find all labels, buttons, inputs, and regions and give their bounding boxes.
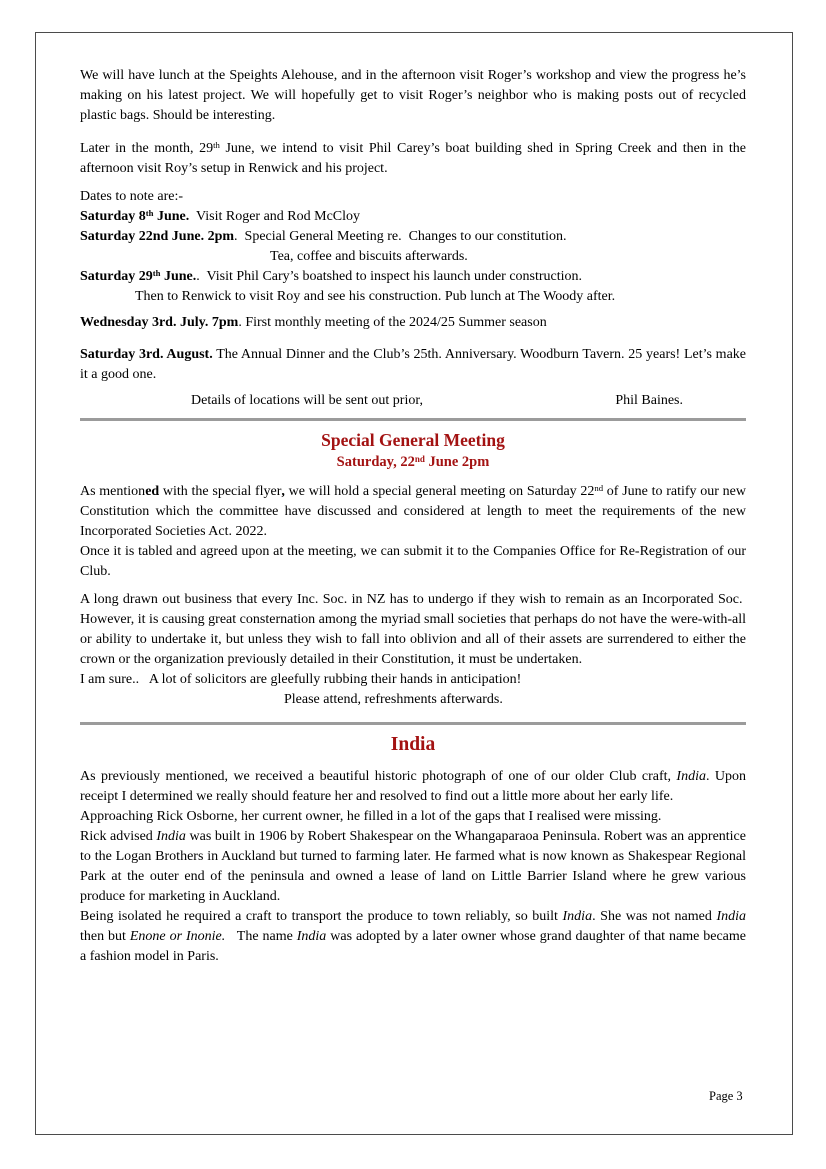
india-paragraph-3: Rick advised India was built in 1906 by Robert Shakespear on the Whangaparaoa Peninsula. Robert was an apprentice to the Logan Brothers in Auckland but turned to farming later. He farmed what is now known as Shakespear Regional Park at the outer end of the peninsula and owned a lease of land on Little Barrier Island where he grew various produce for marketing in Auckland. [80, 829, 746, 904]
section-divider-india [80, 722, 746, 725]
date-entry-august-dinner: Saturday 3rd. August. The Annual Dinner and the Club’s 25th. Anniversary. Woodburn Tavern. 25 years! Let’s make it a good one. [80, 347, 746, 382]
date-entry-july-meeting: Wednesday 3rd. July. 7pm. First monthly meeting of the 2024/25 Summer season [80, 315, 547, 330]
dates-heading: Dates to note are:- [80, 189, 184, 204]
sgm-paragraph-3: A long drawn out business that every Inc. Soc. in NZ has to undergo if they wish to remain as an Incorporated Soc. However, it is causing great consternation among the myriad small societies that perhaps do not have the were-with-all or ability to undertake it, but unless they wish to fall into oblivion and all of their assets are surrendered to either the crown or the organization previously detailed in their Constitution, it must be undertaken. [80, 592, 746, 667]
india-paragraph-4: Being isolated he required a craft to transport the produce to town reliably, so built India. She was not named India then but Enone or Inonie. The name India was adopted by a later owner whose grand daughter of that name became a fashion model in Paris. [80, 909, 746, 964]
india-title: India [390, 734, 436, 755]
sgm-paragraph-2: Once it is tabled and agreed upon at the meeting, we can submit it to the Companies Office for Re-Registration of our Club. [80, 544, 746, 579]
intro-paragraph-1: We will have lunch at the Speights Alehouse, and in the afternoon visit Roger’s workshop and view the progress he’s making on his latest project. We will hopefully get to visit Roger’s neighbor who is making posts out of recycled plastic bags. Should be interesting. [80, 68, 746, 123]
india-section [80, 733, 746, 967]
india-paragraph-1: As previously mentioned, we received a beautiful historic photograph of one of our older Club craft, India. Upon receipt I determined we really should feature her and resolved to find out a little more about her early life. [80, 769, 746, 804]
sgm-subtitle: Saturday, 22nd June 2pm [336, 453, 490, 470]
details-note-line [80, 391, 746, 411]
content-column [80, 66, 746, 967]
sgm-section [80, 429, 746, 710]
details-note: Details of locations will be sent out prior, [191, 393, 423, 408]
india-paragraph-2: Approaching Rick Osborne, her current owner, he filled in a lot of the gaps that I realised were missing. [80, 809, 662, 824]
date-entry-renwick-note: Then to Renwick to visit Roy and see his construction. Pub lunch at The Woody after. [135, 289, 616, 304]
date-entry-tea-note: Tea, coffee and biscuits afterwards. [270, 249, 468, 264]
date-entry-8th-june: Saturday 8th June. Visit Roger and Rod McCloy [80, 208, 361, 224]
author-signature: Phil Baines. [615, 393, 683, 408]
sgm-paragraph-4: I am sure.. A lot of solicitors are gleefully rubbing their hands in anticipation! [80, 672, 522, 687]
page-number: Page 3 [709, 1089, 743, 1103]
intro-paragraph-2: Later in the month, 29th June, we intend to visit Phil Carey’s boat building shed in Spring Creek and then in the afternoon visit Roy’s setup in Renwick and his project. [80, 140, 746, 176]
date-entry-22nd-june: Saturday 22nd June. 2pm. Special General Meeting re. Changes to our constitution. [80, 229, 567, 244]
dates-section [80, 187, 746, 307]
section-divider-top [80, 418, 746, 421]
sgm-title: Special General Meeting [321, 430, 505, 450]
date-entry-29th-june: Saturday 29th June.. Visit Phil Cary’s boatshed to inspect his launch under construction. [80, 268, 583, 284]
sgm-paragraph-5: Please attend, refreshments afterwards. [284, 692, 503, 707]
sgm-paragraph-1: As mentioned with the special flyer, we will hold a special general meeting on Saturday 22nd of June to ratify our new Constitution which the committee have discussed and considered at length to meet the requirements of the new Incorporated Societies Act. 2022. [80, 483, 746, 539]
